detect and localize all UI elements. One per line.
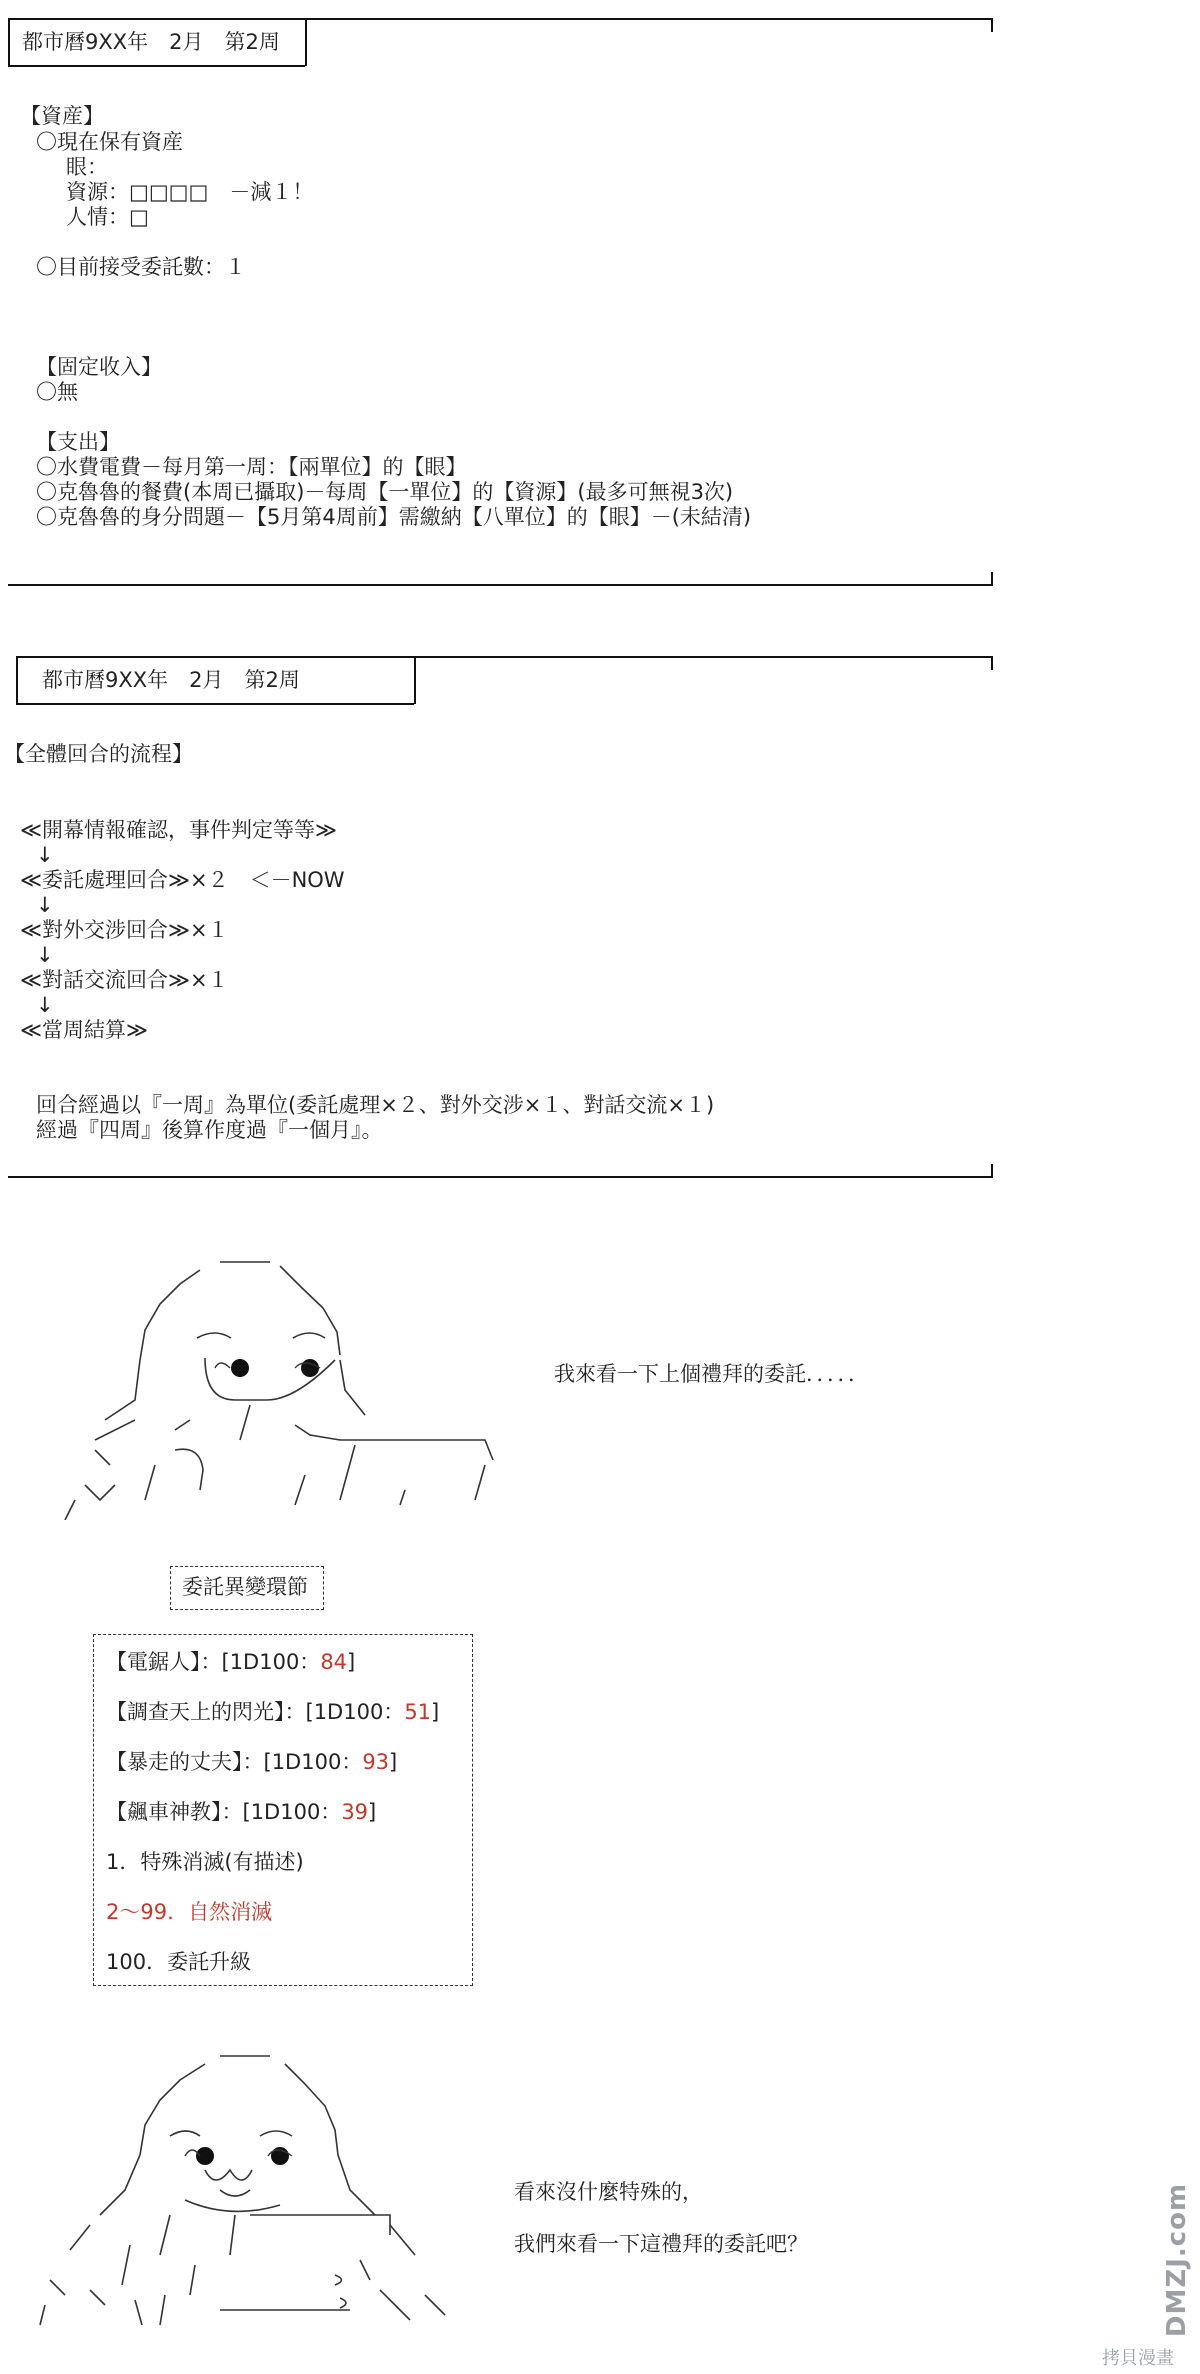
expense-title: 【支出】: [36, 430, 120, 454]
flow-note: 回合經過以『一周』為單位(委託處理×２、對外交涉×１、對話交流×１): [36, 1093, 715, 1117]
down-arrow: ↓: [36, 993, 54, 1017]
roll-label: 【暴走的丈夫】：[1D100：: [106, 1750, 363, 1774]
eye-value: 眼：: [66, 155, 108, 179]
flow-step: ≪對話交流回合≫×１: [20, 968, 229, 992]
roll-value: 39: [341, 1800, 369, 1824]
roll-row: [106, 1700, 439, 1725]
resources-value: 資源：□□□□ －減１！: [66, 180, 314, 204]
panel-top-border: [8, 18, 993, 20]
roll-value: 51: [404, 1700, 432, 1724]
watermark-side-text: DMZJ.com: [1162, 2182, 1193, 2338]
favor-value: 人情：□: [66, 205, 149, 229]
dialogue-line: 我們來看一下這禮拜的委託吧？: [514, 2232, 808, 2256]
flow-step: ≪當周結算≫: [20, 1018, 148, 1042]
panel-right-tick: [991, 656, 993, 670]
commission-count: 〇目前接受委託數：１: [36, 255, 246, 279]
period-header: 都市曆9XX年 2月 第2周: [22, 30, 280, 54]
roll-row: [106, 1650, 355, 1675]
flow-title: 【全體回合的流程】: [4, 742, 193, 766]
roll-label: 【調查天上的閃光】：[1D100：: [106, 1700, 405, 1724]
header-right-border: [305, 18, 307, 66]
panel-bottom-border: [8, 1176, 993, 1178]
panel-bottom-tick: [991, 1164, 993, 1178]
current-assets-label: 〇現在保有資産: [36, 130, 183, 154]
flow-step-current: ≪委託處理回合≫×２ ＜－NOW: [20, 868, 345, 892]
header-left-border: [16, 656, 18, 704]
flow-note: 經過『四周』後算作度過『一個月』。: [36, 1118, 383, 1142]
expense-item: 〇克魯魯的餐費(本周已攝取)－每周【一單位】的【資源】(最多可無視3次): [36, 480, 734, 504]
outcome-rule: 100．委託升級: [106, 1950, 252, 1974]
panel-top-border: [16, 656, 993, 658]
flow-step: ≪開幕情報確認，事件判定等等≫: [20, 818, 337, 842]
roll-close: ]: [368, 1800, 377, 1824]
right-eye-icon: [301, 1359, 319, 1377]
character-art-reading: [55, 1250, 505, 1520]
period-header: 都市曆9XX年 2月 第2周: [42, 668, 300, 692]
roll-label: 【電鋸人】：[1D100：: [106, 1650, 321, 1674]
down-arrow: ↓: [36, 943, 54, 967]
panel-bottom-tick: [991, 572, 993, 586]
roll-row: [106, 1800, 376, 1825]
expense-item: 〇克魯魯的身分問題－【5月第4周前】需繳納【八單位】的【眼】－(未結清): [36, 505, 752, 529]
roll-close: ]: [389, 1750, 398, 1774]
dialogue-line: 我來看一下上個禮拜的委託．．．．．: [554, 1362, 869, 1386]
panel-bottom-border: [8, 584, 993, 586]
dialogue-line: 看來沒什麼特殊的，: [514, 2180, 703, 2204]
outcome-rule-highlighted: 2～99．自然消滅: [106, 1900, 273, 1924]
header-bottom-border: [8, 65, 305, 67]
event-title: 委託異變環節: [182, 1575, 308, 1599]
left-eye-icon: [231, 1359, 249, 1377]
fixed-income-value: 〇無: [36, 380, 78, 404]
character-art-looking: [30, 2040, 460, 2330]
header-left-border: [8, 18, 10, 66]
watermark-bottom-text: 拷貝漫畫: [1102, 2348, 1174, 2369]
down-arrow: ↓: [36, 893, 54, 917]
outcome-rule: 1．特殊消滅(有描述): [106, 1850, 304, 1874]
roll-row: [106, 1750, 397, 1775]
expense-item: 〇水費電費－每月第一周：【兩單位】的【眼】: [36, 455, 467, 479]
down-arrow: ↓: [36, 843, 54, 867]
header-bottom-border: [16, 703, 414, 705]
assets-title: 【資産】: [20, 104, 104, 128]
roll-label: 【飆車神教】：[1D100：: [106, 1800, 342, 1824]
header-right-border: [414, 656, 416, 704]
roll-close: ]: [431, 1700, 440, 1724]
panel-right-tick: [991, 18, 993, 32]
roll-close: ]: [347, 1650, 356, 1674]
left-eye-icon: [196, 2147, 214, 2165]
site-watermark: [1130, 2182, 1193, 2338]
flow-step: ≪對外交涉回合≫×１: [20, 918, 229, 942]
roll-value: 84: [320, 1650, 348, 1674]
roll-value: 93: [362, 1750, 390, 1774]
fixed-income-title: 【固定收入】: [36, 355, 162, 379]
